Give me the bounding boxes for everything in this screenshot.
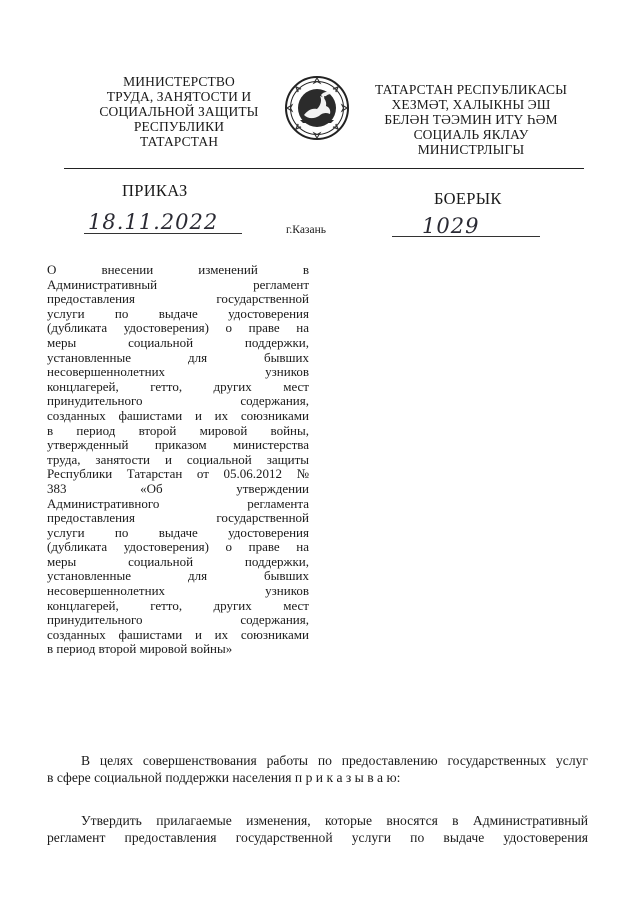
ministry-ru-line: СОЦИАЛЬНОЙ ЗАЩИТЫ (99, 104, 259, 119)
paragraph-line: В целях совершенствования работы по предоставлению государственных услуг (81, 753, 588, 768)
ministry-tt-line: СОЦИАЛЬ ЯКЛАУ (413, 127, 529, 142)
title-line: принудительного содержания, (47, 612, 309, 628)
title-line: труда, занятости и социальной защиты (47, 451, 309, 467)
title-line: 383 «Об утверждении (47, 480, 309, 496)
title-line: несовершеннолетних узников (47, 583, 309, 599)
title-line: Административный регламент (47, 276, 309, 292)
header-divider (64, 168, 584, 169)
title-line: созданных фашистами и их союзниками (47, 407, 309, 423)
ministry-tt-line: ТАТАРСТАН РЕСПУБЛИКАСЫ (374, 82, 568, 97)
title-line: концлагерей, гетто, других мест (47, 597, 309, 613)
title-line: утвержденный приказом министерства (47, 437, 309, 453)
order-date: 18.11.2022 (88, 210, 219, 234)
order-city: г.Казань (286, 224, 326, 236)
ministry-ru-line: РЕСПУБЛИКИ (133, 119, 225, 134)
title-line: предоставления государственной (47, 291, 309, 307)
paragraph-line: Утвердить прилагаемые изменения, которые вносятся в Административный (81, 813, 588, 828)
title-line: (дубликата удостоверения) о праве на (47, 320, 309, 336)
ministry-ru-line: ТАТАРСТАН (139, 134, 219, 149)
date-underline (84, 233, 242, 234)
title-line: (дубликата удостоверения) о праве на (47, 539, 309, 555)
title-line: предоставления государственной (47, 510, 309, 526)
title-line: несовершеннолетних узников (47, 364, 309, 380)
title-line: установленные для бывших (47, 349, 309, 365)
title-line: установленные для бывших (47, 568, 309, 584)
number-underline (392, 236, 540, 237)
ministry-ru-line: ТРУДА, ЗАНЯТОСТИ И (106, 89, 252, 104)
title-line: Республики Татарстан от 05.06.2012 № (47, 466, 309, 482)
title-line: О внесении изменений в (47, 262, 309, 277)
paragraph-line: регламент предоставления государственной услуги по выдаче удостоверения (47, 830, 588, 845)
body-paragraph-approve (47, 812, 588, 846)
title-line: созданных фашистами и их союзниками (47, 626, 309, 642)
title-line: меры социальной поддержки, (47, 553, 309, 569)
ministry-tt-line: МИНИСТРЛЫГЫ (417, 142, 525, 157)
title-line: услуги по выдаче удостоверения (47, 305, 309, 321)
ministry-name-russian (80, 74, 278, 149)
paragraph-line: в сфере социальной поддержки населения п р и к а з ы в а ю: (47, 770, 401, 785)
title-line: в период второй мировой войны, (47, 422, 309, 438)
ministry-tt-line: БЕЛӘН ТӘЭМИН ИТҮ ҺӘМ (384, 112, 558, 127)
order-keyword-russian: ПРИКАЗ (122, 181, 188, 200)
order-title (47, 263, 309, 657)
ministry-tt-line: ХЕЗМӘТ, ХАЛЫКНЫ ЭШ (391, 97, 551, 112)
order-number: 1029 (422, 214, 480, 238)
ministry-name-tatar (360, 82, 582, 157)
body-paragraph-purpose (47, 752, 588, 786)
ministry-ru-line: МИНИСТЕРСТВО (123, 74, 235, 89)
title-line: в период второй мировой войны» (47, 641, 233, 657)
title-line: меры социальной поддержки, (47, 334, 309, 350)
title-line: услуги по выдаче удостоверения (47, 524, 309, 540)
title-line: концлагерей, гетто, других мест (47, 378, 309, 394)
title-line: Административного регламента (47, 495, 309, 511)
order-keyword-tatar: БОЕРЫК (434, 189, 502, 208)
tatarstan-emblem-icon (284, 75, 350, 141)
title-line: принудительного содержания, (47, 393, 309, 409)
